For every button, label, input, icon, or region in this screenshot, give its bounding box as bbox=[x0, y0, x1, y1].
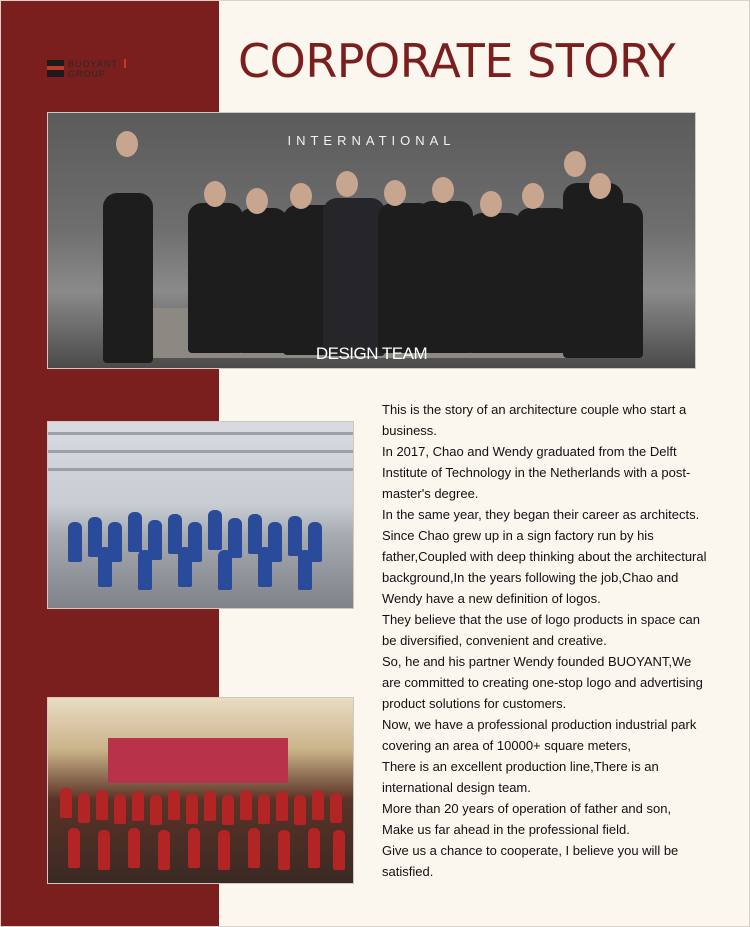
person-head bbox=[290, 183, 312, 209]
person-figure bbox=[186, 794, 198, 824]
person-figure bbox=[114, 794, 126, 824]
person-figure bbox=[308, 828, 320, 868]
person-figure bbox=[128, 828, 140, 868]
logo-accent-icon bbox=[124, 59, 126, 68]
person-figure bbox=[323, 198, 385, 356]
person-head bbox=[432, 177, 454, 203]
logo-mark-icon bbox=[47, 60, 64, 77]
design-team-photo bbox=[47, 112, 696, 369]
person-figure bbox=[60, 788, 72, 818]
person-figure bbox=[218, 830, 230, 870]
person-head bbox=[522, 183, 544, 209]
person-head bbox=[480, 191, 502, 217]
person-figure bbox=[158, 830, 170, 870]
factory-team-photo bbox=[47, 421, 354, 609]
person-head bbox=[336, 171, 358, 197]
person-figure bbox=[276, 791, 288, 821]
logo-text-line1: BUOYANT bbox=[68, 59, 118, 69]
brand-logo bbox=[47, 58, 127, 80]
person-figure bbox=[294, 795, 306, 825]
worker-figure bbox=[128, 512, 142, 552]
worker-figure bbox=[68, 522, 82, 562]
person-figure bbox=[333, 830, 345, 870]
worker-figure bbox=[218, 550, 232, 590]
story-paragraph: This is the story of an architecture couple who start a business. bbox=[382, 402, 687, 438]
story-paragraph: Give us a chance to cooperate, I believe you will be satisfied. bbox=[382, 843, 679, 879]
person-figure bbox=[418, 201, 473, 353]
roof-beam bbox=[48, 468, 353, 471]
person-figure bbox=[248, 828, 260, 868]
person-head bbox=[116, 131, 138, 157]
person-head bbox=[589, 173, 611, 199]
worker-figure bbox=[208, 510, 222, 550]
stage-banner bbox=[108, 738, 288, 783]
person-head bbox=[204, 181, 226, 207]
person-figure bbox=[150, 795, 162, 825]
person-figure bbox=[330, 793, 342, 823]
story-paragraph: So, he and his partner Wendy founded BUOYANT,We are committed to creating one-stop logo and advertising product solutions for customers. bbox=[382, 654, 703, 711]
worker-figure bbox=[138, 550, 152, 590]
person-figure bbox=[96, 790, 108, 820]
person-figure bbox=[98, 830, 110, 870]
person-figure bbox=[168, 790, 180, 820]
story-paragraph: Since Chao grew up in a sign factory run by his father,Coupled with deep thinking about the architectural background,In the years following the job,Chao and Wendy have a new definition of logos. bbox=[382, 528, 707, 606]
person-figure bbox=[583, 203, 643, 358]
person-head bbox=[384, 180, 406, 206]
company-banquet-photo bbox=[47, 697, 354, 884]
person-figure bbox=[278, 830, 290, 870]
photo-caption-international: INTERNATIONAL bbox=[287, 133, 456, 148]
worker-figure bbox=[258, 547, 272, 587]
story-paragraph: More than 20 years of operation of father and son, bbox=[382, 801, 672, 816]
roof-beam bbox=[48, 432, 353, 435]
person-head bbox=[246, 188, 268, 214]
person-figure bbox=[188, 828, 200, 868]
worker-figure bbox=[178, 547, 192, 587]
person-figure bbox=[312, 790, 324, 820]
person-figure bbox=[68, 828, 80, 868]
photo-caption-design-team: DESIGN TEAM bbox=[315, 344, 428, 363]
person-figure bbox=[103, 193, 153, 363]
story-paragraph: There is an excellent production line,There is an international design team. bbox=[382, 759, 659, 795]
worker-figure bbox=[298, 550, 312, 590]
logo-text-line2: GROUP bbox=[68, 69, 107, 79]
story-text bbox=[382, 399, 712, 882]
person-figure bbox=[78, 793, 90, 823]
person-figure bbox=[240, 790, 252, 820]
roof-beam bbox=[48, 450, 353, 453]
story-paragraph: In 2017, Chao and Wendy graduated from the Delft Institute of Technology in the Netherlands with a post-master's degree. bbox=[382, 444, 691, 501]
person-figure bbox=[188, 203, 243, 353]
page-title: CORPORATE STORY bbox=[238, 34, 676, 88]
story-paragraph: Now, we have a professional production industrial park covering an area of 10000+ square meters, bbox=[382, 717, 697, 753]
person-figure bbox=[238, 208, 288, 353]
story-paragraph: They believe that the use of logo products in space can be diversified, convenient and creative. bbox=[382, 612, 700, 648]
person-figure bbox=[222, 795, 234, 825]
story-paragraph: In the same year, they began their career as architects. bbox=[382, 507, 700, 522]
person-figure bbox=[204, 791, 216, 821]
person-head bbox=[564, 151, 586, 177]
story-paragraph: Make us far ahead in the professional field. bbox=[382, 822, 630, 837]
person-figure bbox=[132, 791, 144, 821]
person-figure bbox=[258, 794, 270, 824]
worker-figure bbox=[98, 547, 112, 587]
person-figure bbox=[468, 213, 523, 353]
